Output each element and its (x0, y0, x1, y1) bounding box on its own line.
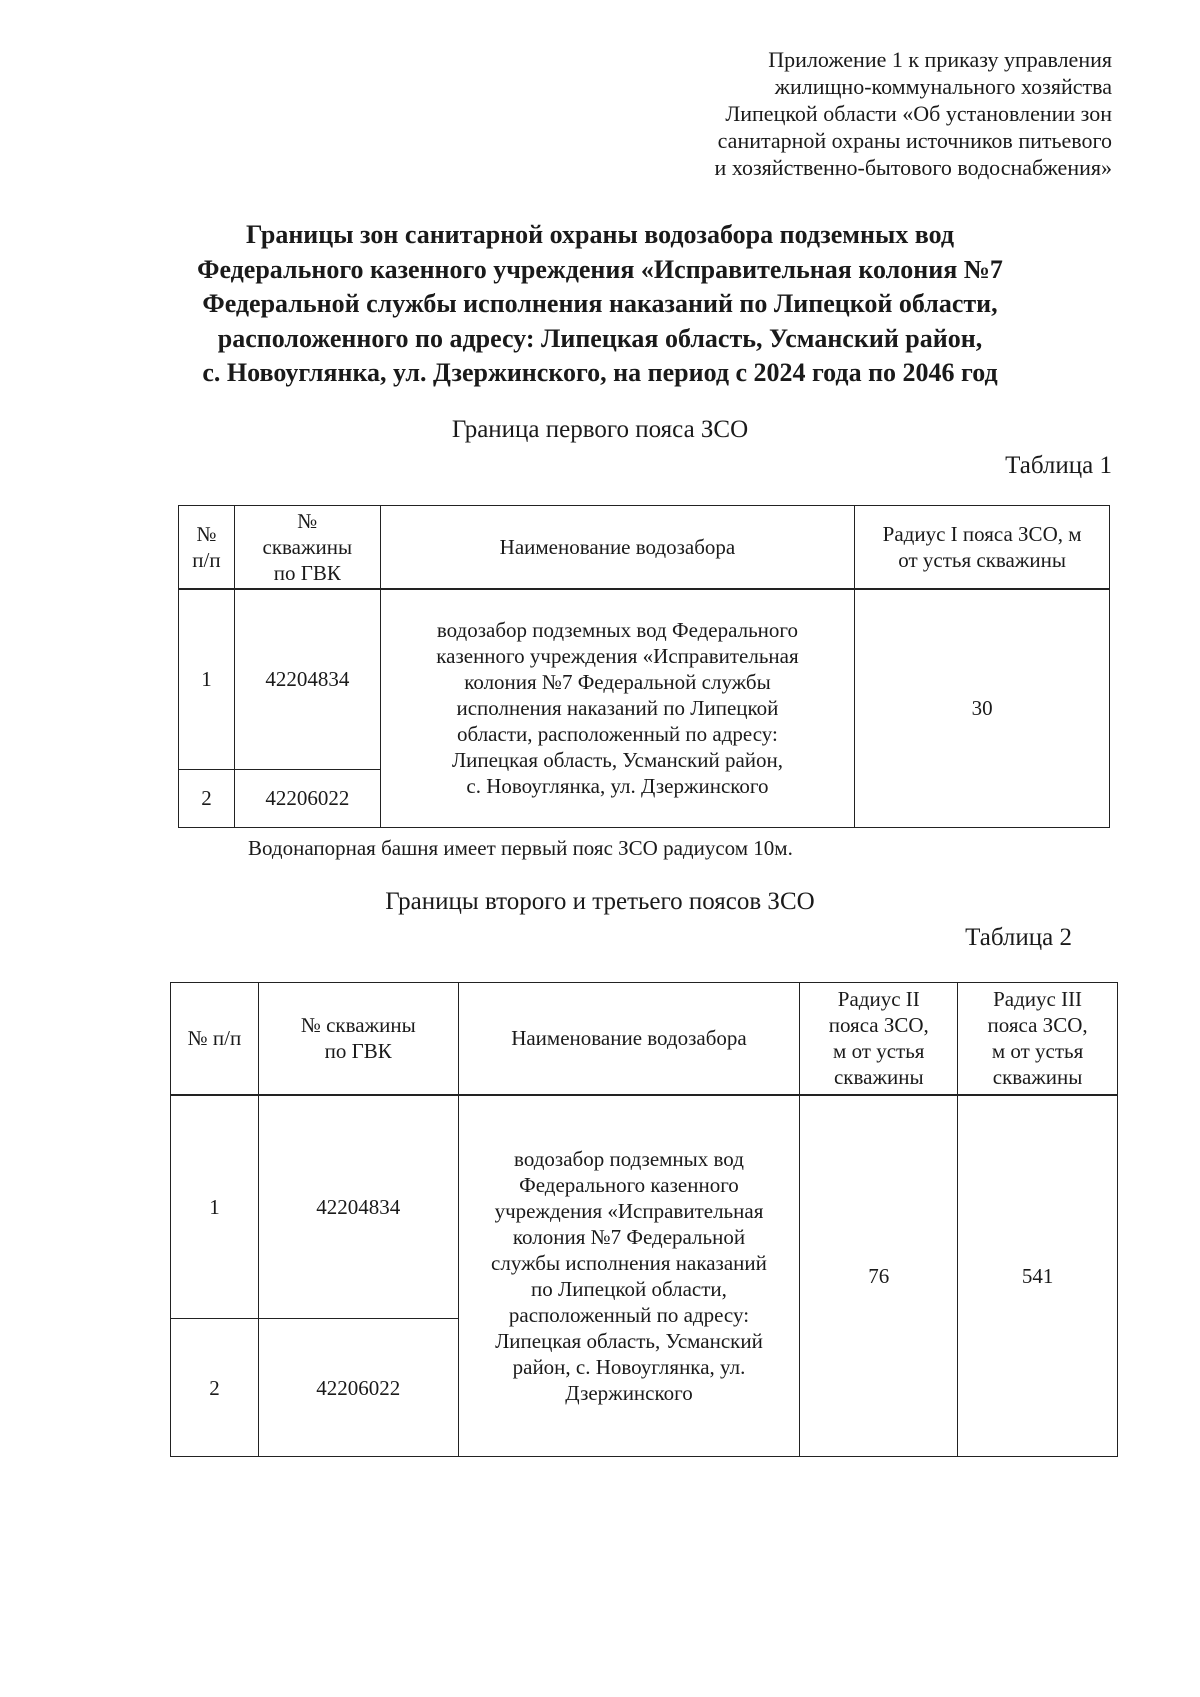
name-line: казенного учреждения «Исправительная (436, 644, 799, 669)
name-line: с. Новоуглянка, ул. Дзержинского (466, 774, 769, 799)
appendix-line: Приложение 1 к приказу управления (768, 47, 1112, 72)
table1-note: Водонапорная башня имеет первый пояс ЗСО радиусом 10м. (248, 836, 793, 860)
table2-heading: Границы второго и третьего поясов ЗСО (385, 888, 815, 915)
title-line: с. Новоуглянка, ул. Дзержинского, на период с 2024 года по 2046 год (202, 358, 998, 387)
header-text: м от устья (833, 1039, 925, 1064)
table2-cell-num: 2 (171, 1319, 259, 1457)
name-line: водозабор подземных вод (514, 1146, 744, 1171)
name-line: Липецкая область, Усманский район, (451, 748, 783, 773)
name-line: Федерального казенного (519, 1172, 739, 1197)
name-line: район, с. Новоуглянка, ул. (512, 1354, 746, 1379)
header-text: по ГВК (324, 1039, 392, 1064)
name-line: колония №7 Федеральной службы (464, 670, 771, 695)
table1-header-row (179, 506, 1110, 590)
name-line: колония №7 Федеральной (512, 1224, 746, 1249)
header-text: Наименование водозабора (499, 535, 736, 559)
name-line: водозабор подземных вод Федерального (436, 618, 799, 643)
title-line: расположенного по адресу: Липецкая область, Усманский район, (217, 323, 983, 353)
document-title (0, 218, 1200, 391)
appendix-line: жилищно-коммунального хозяйства (774, 74, 1112, 99)
table1 (178, 505, 1110, 828)
table1-cell-well: 42204834 (234, 589, 380, 769)
name-line: по Липецкой области, (531, 1276, 727, 1301)
table2-header-row (171, 983, 1118, 1095)
table1-heading: Граница первого пояса ЗСО (451, 416, 749, 443)
table1-header-well (234, 506, 380, 590)
table2-header-num (171, 983, 259, 1095)
header-text: п/п (192, 548, 221, 572)
table1-label: Таблица 1 (1005, 452, 1112, 479)
name-line: Липецкая область, Усманский (495, 1328, 763, 1353)
header-text: по ГВК (273, 561, 341, 585)
table1-cell-radius: 30 (855, 589, 1110, 827)
appendix-line: Липецкой области «Об установлении зон (725, 101, 1112, 126)
header-text: Наименование водозабора (511, 1026, 747, 1051)
appendix-line: санитарной охраны источников питьевого (717, 128, 1112, 153)
header-text: № п/п (187, 1026, 242, 1051)
table-row (171, 1095, 1118, 1319)
header-text: скважины (262, 535, 353, 559)
appendix-line: и хозяйственно-бытового водоснабжения» (714, 155, 1112, 180)
table1-cell-num: 2 (179, 769, 235, 827)
header-text: пояса ЗСО, (828, 1013, 929, 1038)
table1-header-name (380, 506, 855, 590)
table2-header-radius2 (800, 983, 958, 1095)
title-line: Границы зон санитарной охраны водозабора подземных вод (245, 220, 955, 249)
table2-label: Таблица 2 (965, 924, 1072, 951)
table2-header-name (458, 983, 800, 1095)
table2-header-radius3 (958, 983, 1118, 1095)
header-text: № (297, 509, 318, 533)
name-line: службы исполнения наказаний (491, 1250, 767, 1275)
table2-cell-well: 42204834 (258, 1095, 458, 1319)
table2-cell-num: 1 (171, 1095, 259, 1319)
table1-header-radius (855, 506, 1110, 590)
table1-cell-well: 42206022 (234, 769, 380, 827)
name-line: расположенный по адресу: (508, 1302, 750, 1327)
header-text: скважины (992, 1065, 1083, 1090)
header-text: скважины (833, 1065, 924, 1090)
table1-header-num (179, 506, 235, 590)
table2-cell-name (458, 1095, 800, 1457)
table1-cell-num: 1 (179, 589, 235, 769)
header-text: Радиус III (993, 987, 1083, 1012)
table1-cell-name (380, 589, 855, 827)
header-text: от устья скважины (898, 548, 1066, 572)
name-line: учреждения «Исправительная (494, 1198, 764, 1223)
table2-header-well (258, 983, 458, 1095)
header-text: № скважины (300, 1013, 416, 1038)
name-line: Дзержинского (565, 1380, 693, 1405)
table-row (179, 589, 1110, 769)
table2 (170, 982, 1118, 1457)
header-text: Радиус II (837, 987, 920, 1012)
header-text: Радиус I пояса ЗСО, м (882, 522, 1082, 546)
table2-cell-well: 42206022 (258, 1319, 458, 1457)
name-line: исполнения наказаний по Липецкой (456, 696, 779, 721)
header-text: м от устья (991, 1039, 1084, 1064)
title-line: Федеральной службы исполнения наказаний по Липецкой области, (202, 289, 998, 318)
header-text: № (196, 522, 217, 546)
header-text: пояса ЗСО, (987, 1013, 1088, 1038)
name-line: области, расположенный по адресу: (457, 722, 778, 747)
table2-cell-radius3: 541 (958, 1095, 1118, 1457)
title-line: Федерального казенного учреждения «Исправительная колония №7 (197, 254, 1003, 284)
appendix-note (592, 46, 1112, 181)
table2-cell-radius2: 76 (800, 1095, 958, 1457)
